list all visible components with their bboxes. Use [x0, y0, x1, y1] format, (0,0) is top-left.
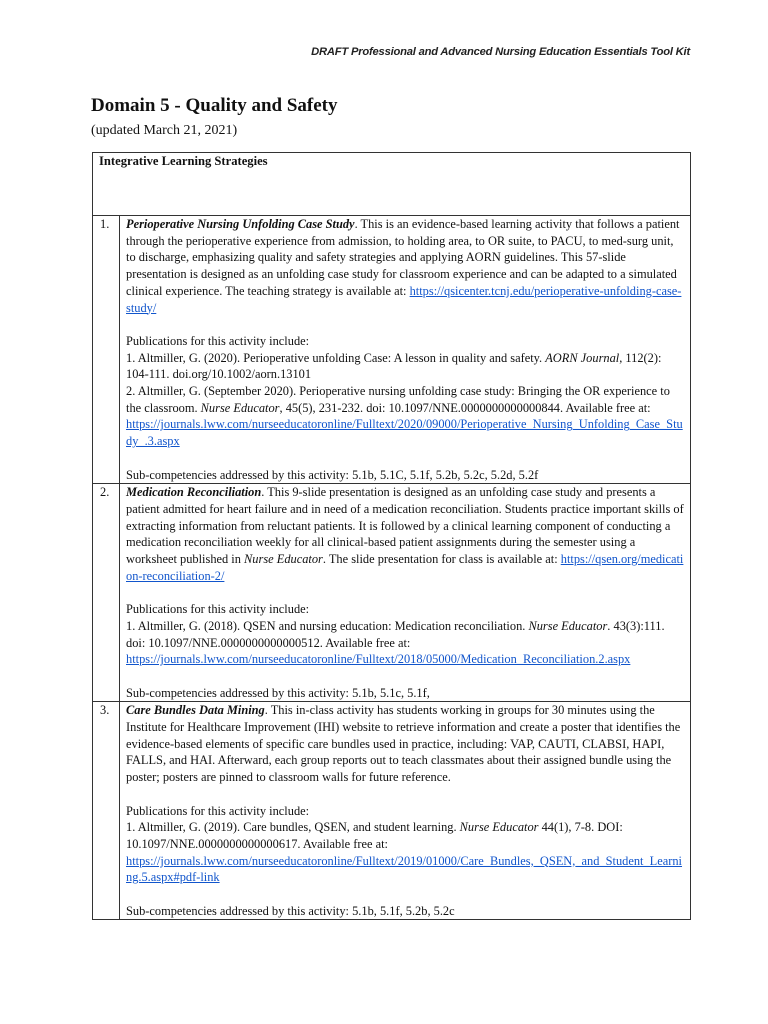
publication-text: 2. Altmiller, G. (September 2020). Perioperative nursing unfolding case study: Bringing the OR experience to the classroom. [126, 384, 670, 415]
updated-date: (updated March 21, 2021) [91, 123, 238, 138]
publication-journal: AORN Journal [545, 350, 620, 365]
page-title: Domain 5 - Quality and Safety [91, 95, 338, 116]
subcompetencies: Sub-competencies addressed by this activity: 5.1b, 5.1f, 5.2b, 5.2c [126, 903, 455, 918]
row-number: 1. [93, 216, 120, 484]
publication-journal: Nurse Educator [528, 618, 608, 633]
table-header-cell [93, 153, 691, 216]
table-row [93, 484, 691, 702]
publications-intro: Publications for this activity include: [126, 803, 310, 818]
publication-details: 44(1), 7-8. DOI: 10.1097/NNE.0000000000000617. Available free at: [126, 820, 623, 851]
document-header: DRAFT Professional and Advanced Nursing Education Essentials Tool Kit [311, 46, 690, 58]
publication-link[interactable]: https://journals.lww.com/nurseeducatoronline/Fulltext/2019/01000/Care_Bundles,_QSEN,_and_Student_Learning.5.aspx#pdf-link [126, 853, 683, 885]
publication-journal: Nurse Educator [200, 400, 280, 415]
strategy-journal: Nurse Educator [244, 552, 323, 567]
strategy-link[interactable]: https://qsen.org/medication-reconciliation-2/ [126, 552, 684, 583]
publication-link[interactable]: https://journals.lww.com/nurseeducatoronline/Fulltext/2018/05000/Medication_Reconciliation.2.aspx [126, 652, 631, 667]
subcompetencies: Sub-competencies addressed by this activity: 5.1b, 5.1c, 5.1f, [126, 685, 430, 700]
publication-details: , 112(2): 104-111. doi.org/10.1002/aorn.13101 [126, 350, 662, 382]
publication-details: , 45(5), 231-232. doi: 10.1097/NNE.0000000000000844. Available free at: [279, 400, 651, 415]
strategy-link[interactable]: https://qsicenter.tcnj.edu/perioperative-unfolding-case-study/ [126, 283, 682, 315]
strategy-description: . This in-class activity has students working in groups for 30 minutes using the Institute for Healthcare Improvement (IHI) website to retrieve information and create a poster that identifies the evidence-based elements of specific care bundles used in practice, including: VAP, CAUTI, CLABSI, HAPI, FALLS, and HAI. Afterward, each group reports out to teach classmates about their assigned bundle using the poster; posters are pinned to classroom walls for future reference. [126, 703, 681, 785]
table-header-label: Integrative Learning Strategies [99, 154, 268, 168]
strategy-description: . This 9-slide presentation is designed as an unfolding case study and presents a patient admitted for heart failure and in need of a medication reconciliation. Students practice important skills of extracting information from reluctant patients. It is followed by a clinical learning component of conducting a medication reconciliation weekly for all clinical-based patient assignments during the semester using a worksheet published in [126, 485, 684, 567]
row-number: 2. [93, 484, 120, 702]
strategies-table [92, 152, 691, 920]
table-row [93, 216, 691, 484]
publication-link[interactable]: https://journals.lww.com/nurseeducatoronline/Fulltext/2020/09000/Perioperative_Nursing_Unfolding_Case_Study_.3.aspx [126, 417, 683, 449]
table-row [93, 702, 691, 920]
row-content [120, 216, 691, 484]
strategy-heading: Medication Reconciliation [126, 485, 262, 500]
strategy-description-end: . The slide presentation for class is available at: [322, 552, 561, 567]
row-number: 3. [93, 702, 120, 920]
publication-details: . 43(3):111. doi: 10.1097/NNE.0000000000000512. Available free at: [126, 618, 665, 650]
row-content [120, 702, 691, 920]
publication-text: 1. Altmiller, G. (2018). QSEN and nursing education: Medication reconciliation. [126, 618, 529, 633]
publication-text: 1. Altmiller, G. (2019). Care bundles, QSEN, and student learning. [126, 820, 460, 835]
publication-journal: Nurse Educator [459, 820, 539, 835]
publications-intro: Publications for this activity include: [126, 333, 310, 348]
strategy-description: . This is an evidence-based learning activity that follows a patient through the perioperative experience from admission, to holding area, to OR suite, to PACU, to med-surg unit, to discharge, emphasizing quality and safety strategies and applying AORN guidelines. This 57-slide presentation is designed as an unfolding case study for classroom experience and can be adapted to a simulated clinical experience. The teaching strategy is available at: [126, 217, 680, 298]
publication-text: 1. Altmiller, G. (2020). Perioperative unfolding Case: A lesson in quality and safety. [126, 350, 546, 365]
strategy-heading: Care Bundles Data Mining [126, 703, 265, 718]
publications-intro: Publications for this activity include: [126, 602, 310, 617]
subcompetencies: Sub-competencies addressed by this activity: 5.1b, 5.1C, 5.1f, 5.2b, 5.2c, 5.2d, 5.2f [126, 467, 539, 482]
row-content [120, 484, 691, 702]
strategy-heading: Perioperative Nursing Unfolding Case Study [126, 217, 355, 231]
table-header-row [93, 153, 691, 216]
